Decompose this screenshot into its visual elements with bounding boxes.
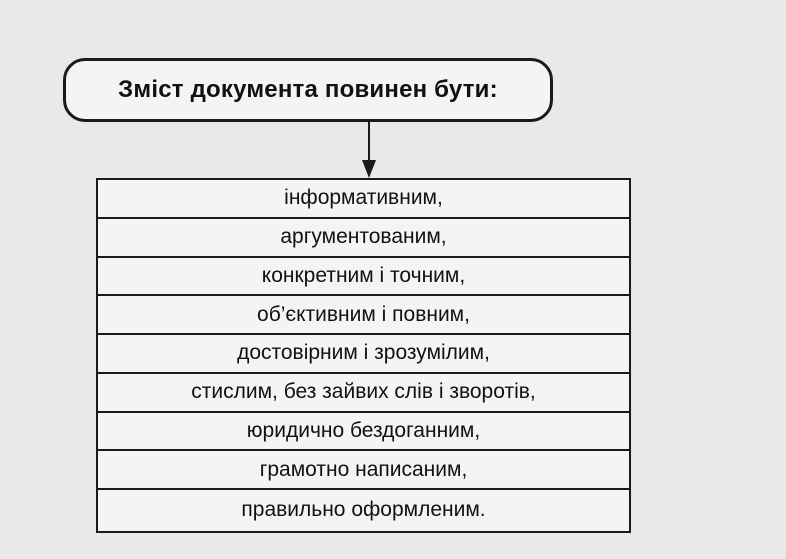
list-item	[98, 490, 629, 529]
list-item	[98, 335, 629, 374]
list-item	[98, 296, 629, 335]
diagram-title: Зміст документа повинен бути:	[118, 76, 498, 103]
requirement-text: грамотно написаним,	[259, 457, 468, 481]
list-item	[98, 219, 629, 258]
list-item	[98, 180, 629, 219]
requirement-text: правильно оформленим.	[241, 497, 486, 521]
requirement-text: юридично бездоганним,	[246, 418, 481, 442]
requirement-text: стислим, без зайвих слів і зворотів,	[191, 380, 536, 404]
arrow-down-icon	[362, 160, 376, 178]
requirement-text: конкретним і точним,	[261, 263, 466, 287]
list-item	[98, 451, 629, 490]
requirements-list	[96, 178, 631, 533]
requirement-text: інформативним,	[284, 186, 443, 210]
requirement-text: аргументованим,	[280, 225, 447, 249]
list-item	[98, 258, 629, 297]
list-item	[98, 374, 629, 413]
requirement-text: достовірним і зрозумілим,	[237, 341, 490, 365]
list-item	[98, 413, 629, 452]
diagram-title-box	[63, 58, 553, 122]
requirement-text: об’єктивним і повним,	[257, 302, 470, 326]
